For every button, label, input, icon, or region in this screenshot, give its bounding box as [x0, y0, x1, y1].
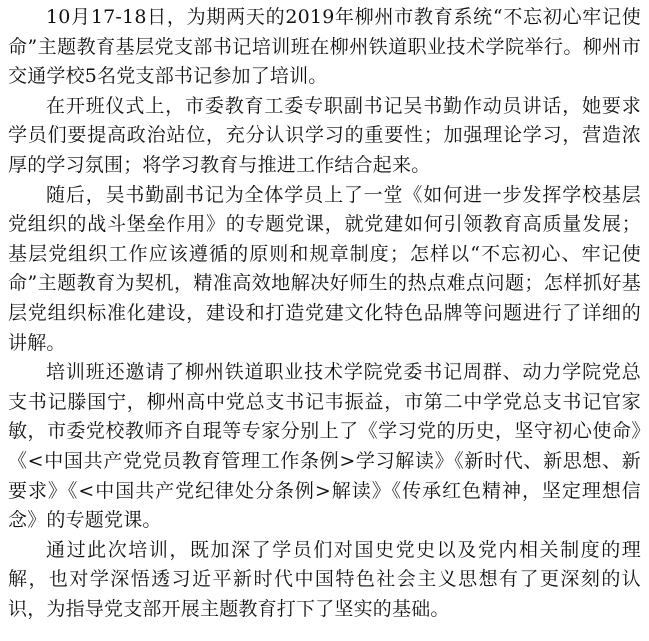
paragraph-conclusion: 通过此次培训，既加深了学员们对国史党史以及党内相关制度的理解，也对学深悟透习近平新时代中国特色社会主义思想有了更深刻的认识，为指导党支部开展主题教育打下了坚实的基础。: [8, 538, 641, 620]
paragraph-lecture: 随后，吴书勤副书记为全体学员上了一堂《如何进一步发挥学校基层党组织的战斗堡垒作用》的专题党课，就党建如何引领教育高质量发展；基层党组织工作应该遵循的原则和规章制度；怎样以“不忘初心、牢记使命”主题教育为契机，精准高效地解决好师生的热点难点问题；怎样抓好基层党组织标准化建设，建设和打造党建文化特色品牌等问题进行了详细的讲解。: [8, 183, 641, 354]
paragraph-opening: 10月17-18日，为期两天的2019年柳州市教育系统“不忘初心牢记使命”主题教育基层党支部书记培训班在柳州铁道职业技术学院举行。柳州市交通学校5名党支部书记参加了培训。: [8, 6, 641, 88]
paragraph-experts: 培训班还邀请了柳州铁道职业技术学院党委书记周群、动力学院党总支书记滕国宁，柳州高中党总支书记韦振益，市第二中学党总支书记官家敏，市委党校教师齐自琨等专家分别上了《学习党的历史，坚守初心使命》《<中国共产党党员教育管理工作条例>学习解读》《新时代、新思想、新要求》《<中国共产党纪律处分条例>解读》《传承红色精神，坚定理想信念》的专题党课。: [8, 361, 641, 532]
paragraph-ceremony: 在开班仪式上，市委教育工委专职副书记吴书勤作动员讲话，她要求学员们要提高政治站位，充分认识学习的重要性；加强理论学习，营造浓厚的学习氛围；将学习教育与推进工作结合起来。: [8, 94, 641, 176]
